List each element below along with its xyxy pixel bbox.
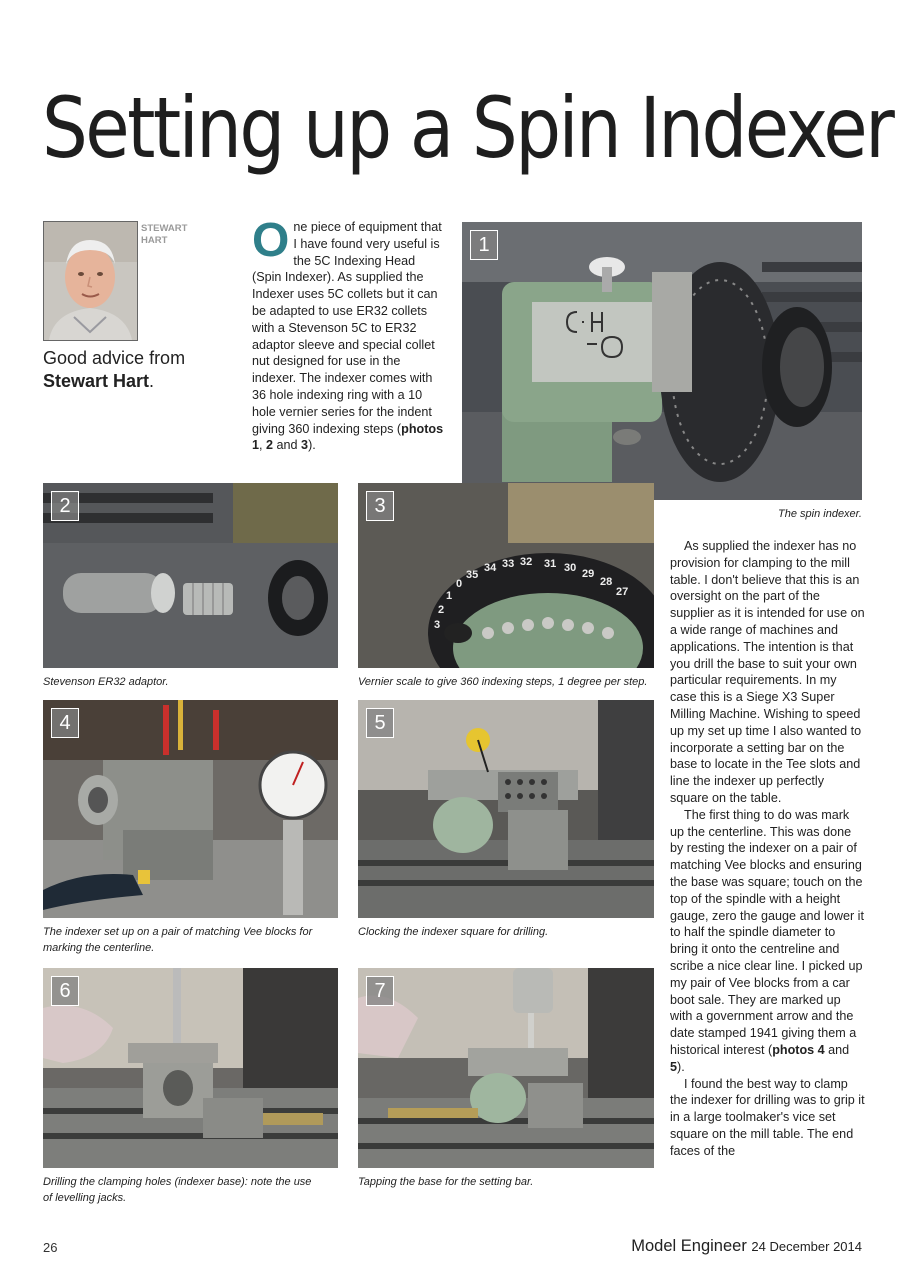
author-first-name: STEWART	[141, 223, 188, 234]
magazine-name: Model Engineer	[631, 1237, 747, 1255]
body-p2-text: The first thing to do was mark up the centerline. This was done by resting the indexer on a pair of matching Vee blocks and ensuring the base was square; touch on the top of the spindle with a height gauge, zero the gauge and lower it to half the spindle diameter to bring it onto the centreline and scribe a nice clear line. I picked up my pair of Vee blocks from a car boot sale. They are marked up with a government arrow and the date stamped 1941 giving them a historical interest (	[670, 807, 864, 1057]
lede-suffix: .	[149, 371, 155, 391]
body-p2-ref-5: 5	[670, 1059, 678, 1074]
photo-4-number: 4	[51, 708, 79, 738]
photo-4	[43, 700, 338, 918]
scale-label: 32	[520, 556, 533, 568]
magazine-footer	[631, 1237, 862, 1256]
intro-ref-and: and	[273, 438, 302, 453]
lede-prefix: Good advice from	[43, 348, 186, 368]
photo-4-caption: The indexer set up on a pair of matching Vee blocks for marking the centerline.	[43, 926, 313, 954]
photo-2-number: 2	[51, 491, 79, 521]
intro-ref-sep: ,	[259, 438, 267, 453]
intro-ref-end: ).	[308, 438, 316, 453]
photo-3	[358, 483, 654, 668]
photo-6	[43, 968, 338, 1168]
scale-label: 31	[544, 558, 557, 570]
author-last-name: HART	[141, 235, 168, 246]
photo-3-caption: Vernier scale to give 360 indexing steps, 1 degree per step.	[358, 676, 648, 688]
intro-text: ne piece of equipment that I have found very useful is the 5C Indexing Head (Spin Indexer). As supplied the Indexer uses 5C collets but it can be adapted to use ER32 collets with a Stevenson 5C to ER32 adaptor sleeve and special collet nut designed for use in the indexer. The indexer comes with 36 hole indexing ring with a 10 hole vernier series for the indent giving 360 indexing steps (	[252, 220, 442, 436]
scale-label: 1	[446, 590, 453, 602]
scale-label: 28	[600, 576, 613, 588]
scale-label: 3	[434, 619, 441, 631]
body-paragraph-3: I found the best way to clamp the indexer for drilling was to grip it in a large toolmaker's vice set square on the mill table. The end faces of the	[670, 1076, 865, 1158]
scale-label: 30	[564, 562, 577, 574]
scale-label: 0	[456, 578, 463, 590]
photo-5-caption: Clocking the indexer square for drilling.	[358, 926, 549, 938]
photo-6-number: 6	[51, 976, 79, 1006]
photo-1-number: 1	[470, 230, 498, 260]
body-p2-and: and	[824, 1042, 850, 1057]
photo-7-caption: Tapping the base for the setting bar.	[358, 1176, 534, 1188]
photo-3-number: 3	[366, 491, 394, 521]
intro-ref-2: 2	[266, 438, 274, 453]
intro-ref-photos: photos 1	[252, 421, 444, 453]
page-number: 26	[43, 1240, 58, 1255]
drop-cap: O	[252, 214, 290, 267]
author-lede	[43, 347, 233, 393]
body-p2-ref-photos: photos 4	[772, 1042, 825, 1057]
scale-label: 27	[616, 586, 629, 598]
scale-label: 35	[466, 569, 479, 581]
body-p2-end: ).	[677, 1059, 685, 1074]
article-title: Setting up a Spin Indexer	[42, 79, 893, 177]
photo-1	[462, 222, 862, 500]
author-portrait	[43, 221, 138, 341]
body-paragraph-2	[670, 807, 865, 1076]
photo-1-caption: The spin indexer.	[778, 508, 862, 520]
body-text-column	[670, 538, 865, 1159]
intro-ref-3: 3	[301, 438, 309, 453]
scale-label: 33	[502, 558, 515, 570]
body-paragraph-1: As supplied the indexer has no provision for clamping to the mill table. I don't believe that this is an oversight on the part of the supplier as it is intended for use on a wide range of machines and applications. The intention is that you drill the base to suit your own particular requirements. In my case this is a Siege X3 Super Milling Machine. Wishing to speed up my set up time I also wanted to incorporate a setting bar on the base to locate in the Tee slots and line the indexer up perfectly square on the table.	[670, 539, 865, 805]
photo-5	[358, 700, 654, 918]
scale-label: 2	[438, 604, 445, 616]
lede-author-name: Stewart Hart	[43, 371, 150, 391]
photo-7-number: 7	[366, 976, 394, 1006]
author-byline	[141, 223, 201, 247]
scale-label: 29	[582, 568, 595, 580]
photo-2-caption: Stevenson ER32 adaptor.	[43, 676, 169, 688]
photo-5-number: 5	[366, 708, 394, 738]
photo-7	[358, 968, 654, 1168]
photo-6-caption: Drilling the clamping holes (indexer base): note the use of levelling jacks.	[43, 1176, 312, 1204]
scale-label: 34	[484, 562, 497, 574]
intro-paragraph	[252, 214, 448, 454]
photo-2	[43, 483, 338, 668]
issue-date: 24 December 2014	[751, 1239, 862, 1254]
